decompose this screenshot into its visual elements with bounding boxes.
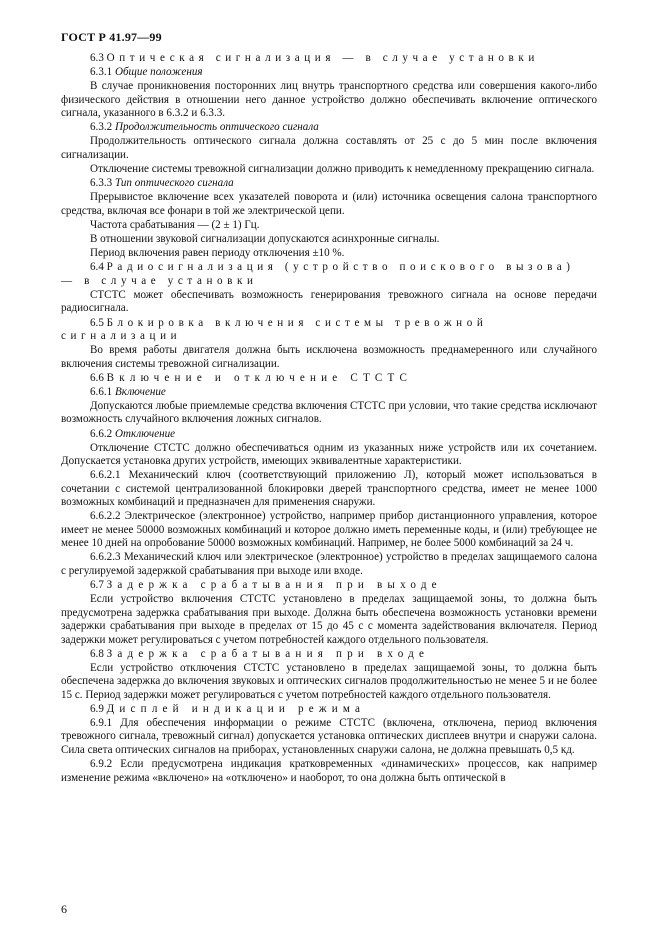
section-number: 6.4 <box>90 261 104 274</box>
section-number: 6.3.3 <box>90 177 113 190</box>
section-title: Блокировка включения системы тревожной сигнализации <box>61 316 488 342</box>
section-number: 6.7 <box>90 579 104 592</box>
paragraph: В отношении звуковой сигнализации допускаются асинхронные сигналы. <box>90 233 440 246</box>
section-title: Включение и отключение СТСТС <box>106 371 413 384</box>
paragraph: 6.9.2 Если предусмотрена индикация кратковременных «динамических» процессов, как например изменение режима «включено» на «отключено» и наоборот, то она должна быть оптической в <box>61 758 597 784</box>
subsection-heading <box>61 121 597 134</box>
paragraph: Во время работы двигателя должна быть исключена возможность преднамеренного или случайного включения системы тревожной сигнализации. <box>61 344 597 370</box>
section-title: Задержка срабатывания при выходе <box>106 579 442 592</box>
section-number: 6.5 <box>90 316 104 329</box>
section-number: 6.6.2 <box>90 427 113 440</box>
paragraph: 6.6.2.3 Механический ключ или электрическое (электронное) устройство в пределах защищаемого салона с регулируемой задержкой срабатывания при выходе или входе. <box>61 551 597 577</box>
section-number: 6.6 <box>90 371 104 384</box>
section-title: Задержка срабатывания при входе <box>106 647 430 660</box>
section-heading <box>61 703 597 716</box>
paragraph: Отключение системы тревожной сигнализации должно приводить к немедленному прекращению сигнала. <box>90 163 595 176</box>
section-title: Отключение <box>114 427 176 440</box>
section-number: 6.3.2 <box>90 121 113 134</box>
section-title: Дисплей индикации режима <box>106 702 366 715</box>
paragraph: В случае проникновения посторонних лиц внутрь транспортного средства или совершения какого-либо физического действия в отношении него данное устройство должно обеспечивать включение оптического сигнала, указанного в 6.3.2 и 6.3.3. <box>61 80 597 120</box>
paragraph: Допускаются любые приемлемые средства включения СТСТС при условии, что такие средства исключают возможность случайного включения ложных сигналов. <box>61 400 598 426</box>
section-title: Продолжительность оптического сигнала <box>114 121 319 134</box>
section-title: Тип оптического сигнала <box>114 177 234 190</box>
paragraph: СТСТС может обеспечивать возможность генерирования тревожного сигнала на основе передачи радиосигнала. <box>61 288 597 315</box>
section-heading <box>61 372 597 385</box>
paragraph: 6.9.1 Для обеспечения информации о режиме СТСТС (включена, отключена, период включения тревожного сигнала, тревожный сигнал) допускается установка оптических дисплеев внутри и снаружи салона. Сила света оптических сигналов на приборах, установленных снаружи салона, не должна превышать 0,5 кд. <box>61 717 597 756</box>
document-header: ГОСТ Р 41.97—99 <box>61 30 162 44</box>
section-title: Радиосигнализация (устройство поискового вызова) — в случае установки <box>61 261 575 287</box>
subsection-heading <box>61 66 597 79</box>
section-title: Общие положения <box>114 66 203 79</box>
section-title: Включение <box>114 385 166 398</box>
section-heading <box>61 261 597 288</box>
section-title: Оптическая сигнализация — в случае установки <box>106 52 539 64</box>
section-heading <box>61 579 597 592</box>
section-number: 6.3.1 <box>90 66 113 79</box>
subsection-heading <box>61 386 597 399</box>
paragraph: Частота срабатывания — (2 ± 1) Гц. <box>90 218 260 231</box>
paragraph: Период включения равен периоду отключения ±10 %. <box>90 247 345 260</box>
paragraph: Если устройство отключения СТСТС установлено в пределах защищаемой зоны, то должна быть обеспечена задержка до включения звуковых и оптических сигналов продолжительностью не менее 5 и не более 15 с. Период задержки может регулироваться с учетом потребностей каждого отдельного пользователя. <box>61 661 597 701</box>
section-heading <box>61 52 597 65</box>
paragraph: Отключение СТСТС должно обеспечиваться одним из указанных ниже устройств или их сочетанием. Допускается установка других устройств, имеющих эквивалентные характеристики. <box>61 441 597 468</box>
paragraph: Продолжительность оптического сигнала должна составлять от 25 с до 5 мин после включения сигнализации. <box>61 135 597 161</box>
subsection-heading <box>61 428 597 441</box>
section-heading <box>61 317 597 344</box>
paragraph: 6.6.2.2 Электрическое (электронное) устройство, например прибор дистанционного управления, которое имеет не менее 50000 возможных комбинаций и которое должно иметь переменные коды, и (или) требующее не менее 10 дней на опробование 50000 возможных комбинаций. Например, не более 5000 комбинаций за 24 ч. <box>61 510 597 550</box>
paragraph: Если устройство включения СТСТС установлено в пределах защищаемой зоны, то должна быть предусмотрена задержка срабатывания при выходе. Должна быть обеспечена возможность установки времени задержки срабатывания при выходе в пределах от 15 до 45 с с момента задействования включателя. Период задержки может регулироваться с учетом потребностей каждого отдельного пользователя. <box>61 593 597 646</box>
section-number: 6.6.1 <box>90 385 113 398</box>
section-heading <box>61 648 597 661</box>
document-body <box>61 52 597 786</box>
section-number: 6.9 <box>90 702 104 715</box>
subsection-heading <box>61 177 597 190</box>
paragraph: Прерывистое включение всех указателей поворота и (или) источника освещения салона транспортного средства, включая все фонари в той же электрической цепи. <box>61 191 597 217</box>
page-number: 6 <box>61 902 67 916</box>
section-number: 6.8 <box>90 647 104 660</box>
paragraph: 6.6.2.1 Механический ключ (соответствующий приложению Л), который может использоваться в сочетании с системой централизованной блокировки дверей транспортного средства, имеет не менее 1000 возможных комбинаций и предназначен для применения снаружи. <box>61 469 597 509</box>
section-number: 6.3 <box>90 52 104 64</box>
